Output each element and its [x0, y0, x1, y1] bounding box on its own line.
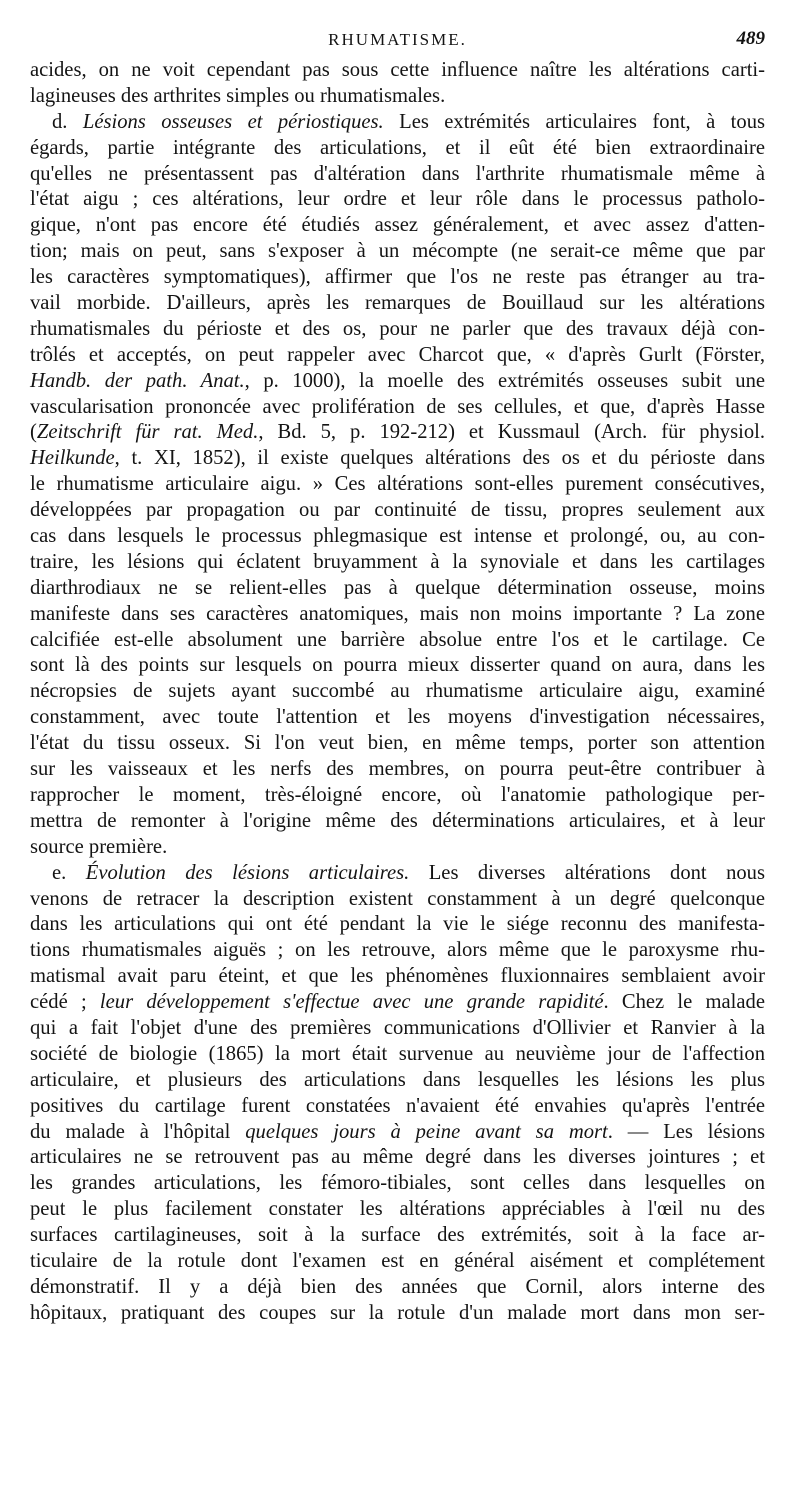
line-text: peut le plus facilement constater les altérations appréciables à l'œil nu des: [30, 1198, 765, 1221]
line-text: les grandes articulations, les fémoro-tibiales, sont celles dans lesquelles on: [30, 1172, 765, 1195]
text-line: [30, 1068, 765, 1094]
line-text: qu'elles ne présentassent pas d'altération dans l'arthrite rhumatismale même à: [30, 162, 765, 185]
text-line: [30, 213, 765, 239]
text-line: [30, 1094, 765, 1120]
line-text: cédé ;: [30, 991, 100, 1014]
text-line: [30, 679, 765, 705]
line-italic-text: Zeitschrift für rat. Med.: [36, 421, 259, 444]
text-line: [30, 498, 765, 524]
line-text: hôpitaux, pratiquant des coupes sur la rotule d'un malade mort dans mon ser-: [30, 1301, 765, 1324]
text-line: [30, 472, 765, 498]
line-italic-text: Évolution des lésions articulaires.: [85, 861, 410, 884]
line-text: tions rhumatismales aiguës ; on les retrouve, alors même que le paroxysme rhu-: [30, 939, 765, 962]
text-line: [30, 1301, 765, 1327]
page-number: 489: [736, 28, 765, 49]
line-text: acides, on ne voit cependant pas sous cette influence naître les altérations carti-: [30, 59, 765, 81]
line-text: les caractères symptomatiques), affirmer que l'os ne reste pas étranger au tra-: [30, 266, 765, 289]
line-text: du malade à l'hôpital: [30, 1120, 246, 1143]
line-text: venons de retracer la description existent constamment à un degré quelconque: [30, 887, 765, 910]
line-text: lagineuses des arthrites simples ou rhumatismales.: [30, 84, 446, 107]
line-text: articulaire, et plusieurs des articulations dans lesquelles les lésions les plus: [30, 1068, 765, 1091]
line-italic-text: Lésions osseuses et périostiques.: [82, 110, 384, 133]
line-text: rhumatismales du périoste et des os, pour ne parler que des travaux déjà con-: [30, 317, 765, 340]
line-text: qui a fait l'objet d'une des premières communications d'Ollivier et Ranvier à la: [30, 1016, 765, 1039]
line-text: e.: [52, 861, 86, 884]
text-line: [30, 291, 765, 317]
text-line: [30, 1042, 765, 1068]
line-text-continued: , t. XI, 1852), il existe quelques altérations des os et du périoste dans: [114, 447, 765, 470]
line-text: démonstratif. Il y a déjà bien des années que Cornil, alors interne des: [30, 1275, 765, 1298]
text-line: [30, 809, 765, 835]
line-italic-text: quelques jours à peine avant sa mort: [245, 1120, 608, 1143]
text-line: [30, 1197, 765, 1223]
line-text: sur les vaisseaux et les nerfs des membres, on pourra peut-être contribuer à: [30, 758, 765, 781]
text-line: [30, 136, 765, 162]
line-text: tion; mais on peut, sans s'exposer à un mécompte (ne serait-ce même que par: [30, 240, 765, 263]
line-text: développées par propagation ou par continuité de tissu, propres seulement aux: [30, 499, 765, 522]
text-line: [30, 1145, 765, 1171]
line-text: calcifiée est-elle absolument une barrière absolue entre l'os et le cartilage. Ce: [30, 628, 765, 651]
line-text: d.: [52, 110, 83, 133]
text-line: [30, 187, 765, 213]
book-page: [30, 26, 765, 1327]
text-line: [30, 343, 765, 369]
line-text: surfaces cartilagineuses, soit à la surface des extrémités, soit à la face ar-: [30, 1224, 765, 1247]
text-line: [30, 420, 765, 446]
line-text: traire, les lésions qui éclatent bruyamment à la synoviale et dans les cartilages: [30, 550, 765, 573]
text-line: [30, 265, 765, 291]
text-line: [30, 1275, 765, 1301]
text-line: [30, 317, 765, 343]
page-header: [30, 26, 765, 50]
line-text: l'état aigu ; ces altérations, leur ordre et leur rôle dans le processus patholo-: [30, 188, 765, 211]
text-line: [30, 861, 765, 887]
line-text: articulaires ne se retrouvent pas au même degré dans les diverses jointures ; et: [30, 1146, 765, 1169]
text-line: [30, 369, 765, 395]
line-text: diarthrodiaux ne se relient-elles pas à quelque détermination osseuse, moins: [30, 576, 765, 599]
line-text: vascularisation prononcée avec prolifération de ses cellules, et que, d'après Hasse: [30, 395, 765, 418]
body-text: [30, 58, 765, 1327]
line-text-continued: . Chez le malade: [603, 991, 765, 1014]
text-line: [30, 446, 765, 472]
text-line: [30, 887, 765, 913]
line-text: dans les articulations qui ont été pendant la vie le siége reconnu des manifesta-: [30, 913, 765, 936]
line-text: mettra de remonter à l'origine même des déterminations articulaires, et à leur: [30, 809, 765, 832]
text-line: [30, 1171, 765, 1197]
line-italic-text: Handb. der path. Anat.: [30, 369, 245, 392]
line-text: gique, n'ont pas encore été étudiés assez généralement, et avec assez d'atten-: [30, 214, 765, 237]
line-text: matismal avait paru éteint, et que les phénomènes fluxionnaires semblaient avoir: [30, 965, 765, 988]
line-text: constamment, avec toute l'attention et les moyens d'investigation nécessaires,: [30, 706, 765, 729]
line-text: (: [30, 421, 37, 444]
text-line: [30, 524, 765, 550]
text-line: [30, 938, 765, 964]
text-line: [30, 58, 765, 84]
text-line: [30, 964, 765, 990]
line-text-continued: , Bd. 5, p. 192-212) et Kussmaul (Arch. für physiol.: [258, 421, 765, 444]
text-line: [30, 1120, 765, 1146]
text-line: [30, 1016, 765, 1042]
text-line: [30, 110, 765, 136]
text-line: [30, 1223, 765, 1249]
text-line: [30, 705, 765, 731]
text-line: [30, 628, 765, 654]
line-text-continued: Les extrémités articulaires font, à tous: [383, 110, 766, 133]
line-text: positives du cartilage furent constatées n'avaient été envahies qu'après l'entrée: [30, 1094, 765, 1117]
line-text-continued: Les diverses altérations dont nous: [409, 861, 765, 884]
text-line: [30, 653, 765, 679]
line-text: société de biologie (1865) la mort était survenue au neuvième jour de l'affection: [30, 1042, 765, 1065]
line-text: cas dans lesquels le processus phlegmasique est intense et prolongé, ou, au con-: [30, 525, 765, 548]
text-line: [30, 731, 765, 757]
text-line: [30, 576, 765, 602]
line-text: trôlés et acceptés, on peut rappeler avec Charcot que, « d'après Gurlt (Förster,: [30, 343, 765, 366]
line-text: source première.: [30, 835, 168, 858]
line-text: l'état du tissu osseux. Si l'on veut bien, en même temps, porter son attention: [30, 732, 765, 755]
line-text: nécropsies de sujets ayant succombé au rhumatisme articulaire aigu, examiné: [30, 680, 765, 703]
text-line: [30, 395, 765, 421]
text-line: [30, 1249, 765, 1275]
line-text: manifeste dans ses caractères anatomiques, mais non moins importante ? La zone: [30, 602, 765, 625]
line-italic-text: leur développement s'effectue avec une grande rapidité: [99, 991, 604, 1014]
text-line: [30, 162, 765, 188]
text-line: [30, 912, 765, 938]
line-text-continued: . — Les lésions: [607, 1120, 765, 1143]
text-line: [30, 835, 765, 861]
line-text: égards, partie intégrante des articulations, et il eût été bien extraordinaire: [30, 136, 765, 159]
line-text: ticulaire de la rotule dont l'examen est en général aisément et complétement: [30, 1249, 765, 1272]
line-text: le rhumatisme articulaire aigu. » Ces altérations sont-elles purement consécutives,: [30, 473, 765, 496]
text-line: [30, 783, 765, 809]
text-line: [30, 990, 765, 1016]
line-text: rapprocher le moment, très-éloigné encore, où l'anatomie pathologique per-: [30, 783, 765, 806]
line-text: vail morbide. D'ailleurs, après les remarques de Bouillaud sur les altérations: [30, 292, 765, 315]
text-line: [30, 239, 765, 265]
running-title: RHUMATISME.: [328, 30, 467, 49]
text-line: [30, 602, 765, 628]
line-text: sont là des points sur lesquels on pourra mieux disserter quand on aura, dans les: [30, 654, 765, 677]
text-line: [30, 84, 765, 110]
text-line: [30, 550, 765, 576]
line-italic-text: Heilkunde: [30, 447, 115, 470]
text-line: [30, 757, 765, 783]
line-text-continued: , p. 1000), la moelle des extrémités osseuses subit une: [244, 369, 766, 392]
